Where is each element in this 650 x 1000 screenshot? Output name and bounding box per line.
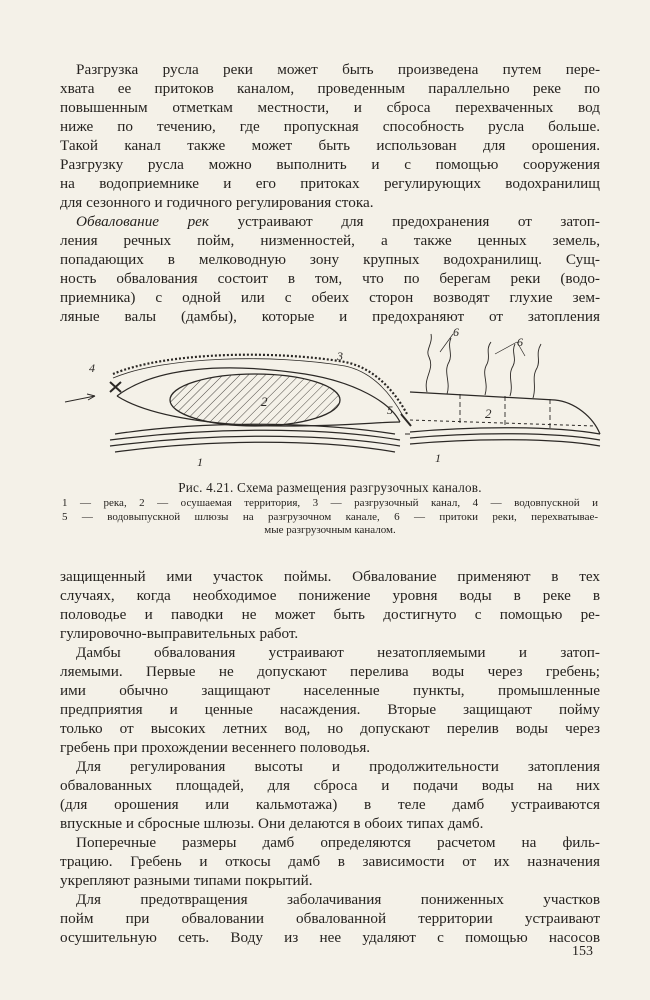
text-line: впускные и сбросные шлюзы. Они делаются в обоих типах дамб.	[60, 815, 484, 832]
text-line: для сезонного и годичного регулирования стока.	[60, 194, 374, 211]
left-scheme	[65, 355, 411, 452]
tributary	[533, 344, 541, 398]
dike-line	[410, 420, 595, 426]
text-line: ляные валы (дамбы), которые и предохраняют от затопления	[60, 308, 600, 325]
text-line: на водоприемнике и его притоках регулирующих водохранилищ	[60, 175, 600, 192]
text-line: Для предотвращения заболачивания пониженных участков	[76, 891, 600, 908]
label-6: 6	[453, 325, 459, 339]
text-line: трацию. Гребень и откосы дамб в зависимости от их назначения	[60, 853, 600, 870]
text-line: только от высоких летних вод, но допускают перелив воды через	[60, 720, 600, 737]
river-line	[410, 434, 600, 440]
bottom-text-block	[60, 567, 600, 947]
text-line: укрепляют разными типами покрытий.	[60, 872, 313, 889]
text-line: попадающих в мелководную зону крупных водохранилищ. Сущ-	[60, 251, 600, 268]
text-line: повышенным отметкам местности, и сброса перехваченных вод	[60, 99, 600, 116]
tributary	[485, 342, 491, 395]
italic-term: Обвалование рек	[76, 213, 210, 230]
text-line: осушительную сеть. Воду из нее удаляют с помощью насосов	[60, 929, 600, 946]
text-line: гулировочно-выправительных работ.	[60, 625, 299, 642]
river-line	[410, 428, 600, 434]
label-2: 2	[485, 406, 492, 421]
label-1: 1	[197, 455, 203, 469]
text-line: ими обычно защищают населенные пункты, промышленные	[60, 682, 600, 699]
figure-diagram	[55, 322, 615, 472]
text-line: ность обвалования состоит в том, что по берегам реки (водо-	[60, 270, 600, 287]
text-line: предприятия и ценные насаждения. Вторые защищают пойму	[60, 701, 600, 718]
page-number: 153	[572, 944, 593, 959]
drained-area	[170, 374, 340, 426]
text-line: приемника) с одной или с обеих сторон возводят глухие зем-	[60, 289, 600, 306]
text-line: защищенный ими участок поймы. Обвалование применяют в тех	[60, 568, 600, 585]
label-2: 2	[261, 394, 268, 409]
legend-line: 1 — река, 2 — осушаемая территория, 3 — разгрузочный канал, 4 — водовпускной и	[62, 497, 598, 509]
text-span: устраивают для предохранения от затоп-	[209, 213, 600, 230]
text-line: Разгрузка русла реки может быть произведена путем пере-	[76, 61, 600, 78]
text-line: ляемыми. Первые не допускают перелива воды через гребень;	[60, 663, 600, 680]
text-line: пойм при обваловании обвалованной территории устраивают	[60, 910, 600, 927]
text-line: гребень при прохождении весеннего половодья.	[60, 739, 371, 756]
sluice-gate	[401, 414, 411, 426]
top-text-block	[60, 60, 600, 326]
tributary	[426, 334, 431, 392]
label-6: 6	[517, 335, 523, 349]
river-line	[115, 442, 395, 452]
text-line: случаях, когда необходимое понижение уровня воды в реке в	[60, 587, 600, 604]
river-line	[110, 430, 400, 440]
label-5: 5	[387, 403, 393, 417]
text-line: (для орошения или кальмотажа) в теле дамб устраиваются	[60, 796, 600, 813]
tributary	[510, 344, 515, 396]
label-1: 1	[435, 451, 441, 465]
figure-caption: Рис. 4.21. Схема размещения разгрузочных каналов.	[178, 480, 482, 495]
label-4: 4	[89, 361, 95, 375]
text-line: Разгрузку русла можно выполнить и с помощью сооружения	[60, 156, 600, 173]
river-line	[410, 440, 600, 446]
text-line: хвата ее притоков каналом, проведенным параллельно реке по	[60, 80, 600, 97]
tributary	[447, 338, 451, 394]
text-line: Поперечные размеры дамб определяются расчетом на филь-	[76, 834, 600, 851]
text-line: Для регулирования высоты и продолжительности затопления	[76, 758, 600, 775]
text-line: ления речных пойм, низменностей, а также ценных земель,	[60, 232, 600, 249]
legend-line: 5 — водовыпускной шлюзы на разгрузочном канале, 6 — притоки реки, перехватывае-	[62, 510, 598, 523]
label-3: 3	[337, 349, 343, 363]
text-line	[60, 212, 600, 231]
text-line: Такой канал также может быть использован для орошения.	[60, 137, 600, 154]
legend-line: мые разгрузочным каналом.	[264, 524, 396, 536]
river-line	[110, 436, 400, 446]
right-scheme	[405, 334, 600, 446]
text-line: Дамбы обвалования устраивают незатопляемыми и затоп-	[76, 644, 600, 661]
text-line: ниже по течению, где пропускная способность русла больше.	[60, 118, 600, 135]
figure-legend	[62, 497, 598, 538]
sluice-gate	[110, 382, 121, 392]
text-line: половодье и паводки не может быть достигнуто с помощью ре-	[60, 606, 600, 623]
text-line: обвалованных площадей, для сброса и подачи воды на них	[60, 777, 600, 794]
